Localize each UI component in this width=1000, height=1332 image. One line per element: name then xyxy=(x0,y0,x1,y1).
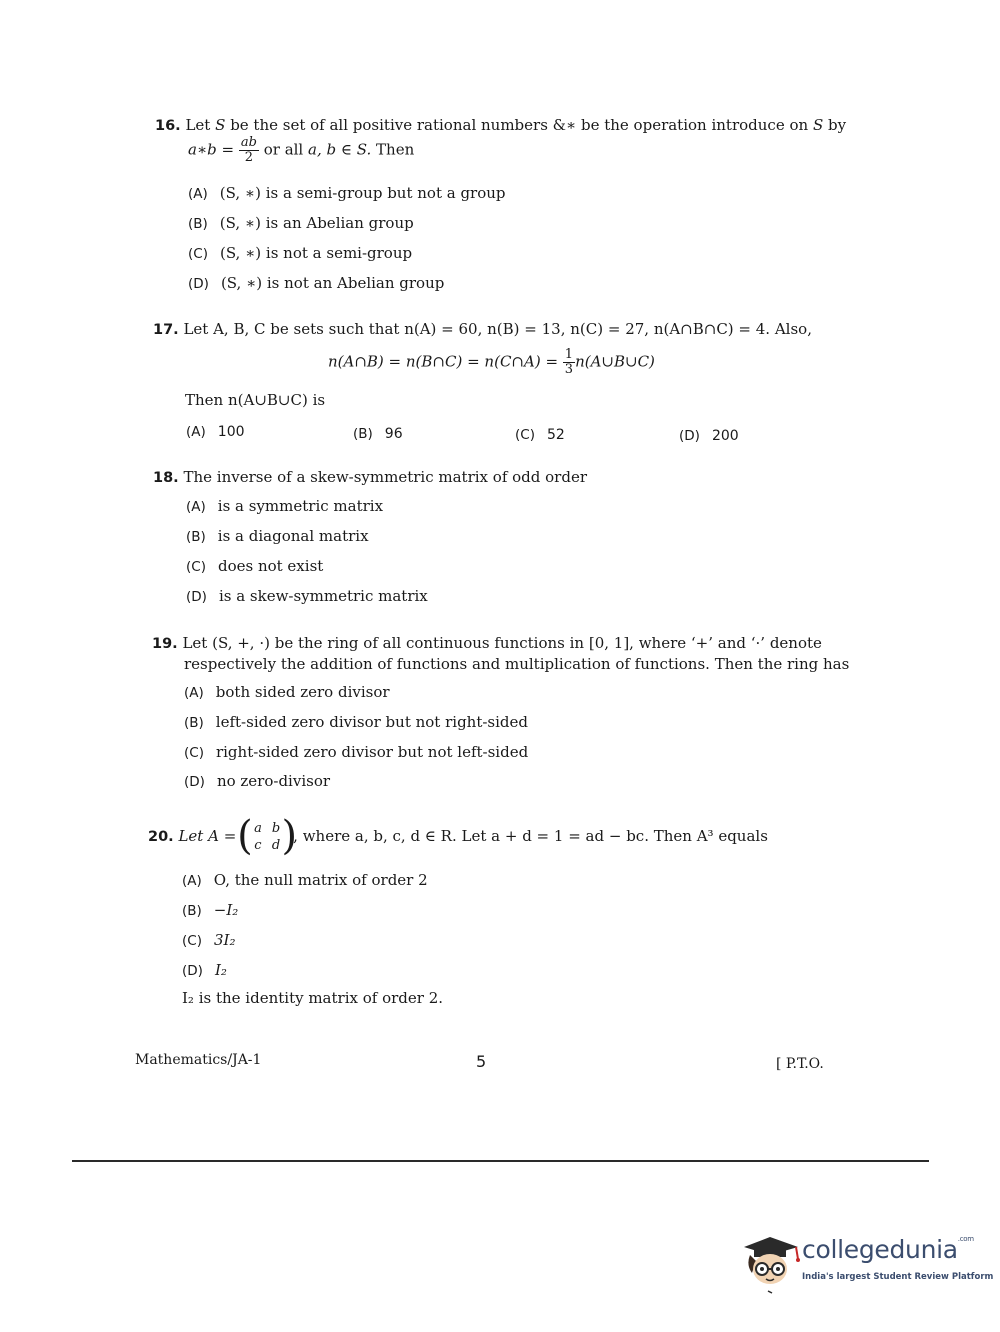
option-text: (S, ∗) is not a semi-group xyxy=(219,244,413,262)
option-label: (D) xyxy=(186,589,207,605)
question-17-equation xyxy=(328,348,655,377)
option-label: (A) xyxy=(188,186,208,202)
logo-name: collegedunia xyxy=(802,1235,958,1264)
question-20-option-b[interactable] xyxy=(182,901,238,919)
question-16-option-d[interactable] xyxy=(188,274,444,292)
definition-vars: a, b ∈ S. xyxy=(308,140,372,159)
option-text: is a skew-symmetric matrix xyxy=(218,587,428,605)
matrix-a xyxy=(237,813,298,859)
matrix-cell: b xyxy=(271,821,281,836)
option-label: (A) xyxy=(182,873,202,889)
option-text: 52 xyxy=(546,427,565,443)
stem-text: Let A, B, C be sets such that n(A) = 60, n(B) = 13, n(C) = 27, n(A∩B∩C) = 4. Also, xyxy=(183,320,812,338)
question-number: 20. xyxy=(148,829,174,845)
option-label: (A) xyxy=(184,685,204,701)
option-text: 100 xyxy=(217,424,245,440)
option-label: (D) xyxy=(188,276,209,292)
equation-rhs: n(A∪B∪C) xyxy=(575,352,655,371)
question-number: 17. xyxy=(153,322,179,338)
option-text: −I₂ xyxy=(213,901,239,919)
question-18-stem xyxy=(153,468,587,486)
question-18-option-c[interactable] xyxy=(186,557,323,575)
option-text: (S, ∗) is not an Abelian group xyxy=(220,274,445,292)
option-label: (B) xyxy=(182,903,202,919)
option-text: is a diagonal matrix xyxy=(217,527,369,545)
option-label: (B) xyxy=(186,529,206,545)
mascot-icon xyxy=(740,1225,804,1295)
fraction-numerator: ab xyxy=(240,135,257,150)
left-paren: ( xyxy=(237,813,253,859)
option-label: (C) xyxy=(515,427,535,443)
option-text: O, the null matrix of order 2 xyxy=(213,871,428,889)
definition-lhs: a∗b = xyxy=(188,140,235,159)
question-19-option-b[interactable] xyxy=(184,713,528,731)
question-17-option-c[interactable] xyxy=(515,425,565,443)
logo-suffix: .com xyxy=(957,1235,974,1243)
equation-lhs: n(A∩B) = n(B∩C) = n(C∩A) = xyxy=(328,352,559,371)
question-16-option-c[interactable] xyxy=(188,244,412,262)
option-label: (D) xyxy=(184,774,205,790)
question-19-option-d[interactable] xyxy=(184,772,330,790)
question-number: 18. xyxy=(153,470,179,486)
fraction-numerator: 1 xyxy=(564,347,574,362)
matrix-cell: c xyxy=(254,838,262,853)
collegedunia-logo xyxy=(740,1225,994,1295)
question-20-stem xyxy=(148,813,768,859)
question-20-note: I₂ is the identity matrix of order 2. xyxy=(182,989,444,1007)
option-text: I₂ xyxy=(214,961,227,979)
question-20-option-a[interactable] xyxy=(182,871,428,889)
question-17-option-d[interactable] xyxy=(679,426,739,444)
stem-text: Let xyxy=(185,116,211,134)
stem-text: Let A = xyxy=(178,827,237,845)
option-text: no zero-divisor xyxy=(216,772,331,790)
stem-text: The inverse of a skew-symmetric matrix of odd order xyxy=(183,468,587,486)
option-text: 96 xyxy=(384,426,403,442)
question-19-option-a[interactable] xyxy=(184,683,390,701)
question-16-stem xyxy=(155,116,846,134)
option-text: (S, ∗) is an Abelian group xyxy=(219,214,414,232)
question-19-stem-line1 xyxy=(152,634,822,652)
question-18-option-a[interactable] xyxy=(186,497,383,515)
footer-pto: [ P.T.O. xyxy=(776,1056,824,1072)
option-label: (B) xyxy=(353,426,373,442)
fraction xyxy=(239,136,259,165)
option-label: (C) xyxy=(186,559,206,575)
logo-wordmark xyxy=(802,1235,974,1264)
question-19-option-c[interactable] xyxy=(184,743,528,761)
question-number: 16. xyxy=(155,118,181,134)
right-paren: ) xyxy=(281,813,298,859)
option-text: right-sided zero divisor but not left-sided xyxy=(215,743,529,761)
question-17-option-b[interactable] xyxy=(353,424,403,442)
footer-page-number: 5 xyxy=(476,1052,487,1071)
question-20-option-c[interactable] xyxy=(182,931,235,949)
option-text: 3I₂ xyxy=(213,931,236,949)
fraction-denominator: 3 xyxy=(564,362,574,377)
question-17-stem xyxy=(153,320,812,338)
matrix-table xyxy=(249,820,285,854)
footer-subject: Mathematics/JA-1 xyxy=(135,1052,262,1068)
option-text: left-sided zero divisor but not right-sided xyxy=(215,713,528,731)
fraction xyxy=(563,348,575,377)
question-16-option-b[interactable] xyxy=(188,214,414,232)
footer-divider xyxy=(72,1160,929,1162)
definition-text: or all xyxy=(263,140,304,159)
matrix-cell: d xyxy=(271,838,281,853)
question-16-definition xyxy=(188,136,414,165)
option-label: (C) xyxy=(184,745,204,761)
option-label: (C) xyxy=(188,246,208,262)
option-label: (D) xyxy=(182,963,203,979)
question-16-option-a[interactable] xyxy=(188,184,506,202)
question-number: 19. xyxy=(152,636,178,652)
option-label: (A) xyxy=(186,424,206,440)
option-label: (C) xyxy=(182,933,202,949)
matrix-cell: a xyxy=(254,821,262,836)
stem-text: , where a, b, c, d ∈ R. Let a + d = 1 = ad − bc. Then A³ equals xyxy=(293,827,768,845)
question-17-option-a[interactable] xyxy=(186,422,245,440)
stem-text: Let (S, +, ·) be the ring of all continuous functions in [0, 1], where ‘+’ and ‘·’ denote xyxy=(182,634,822,652)
stem-var: S xyxy=(215,116,226,134)
question-17-then: Then n(A∪B∪C) is xyxy=(185,391,326,409)
option-label: (B) xyxy=(188,216,208,232)
option-text: 200 xyxy=(711,428,739,444)
option-label: (B) xyxy=(184,715,204,731)
stem-text: be the set of all positive rational numbers &∗ be the operation introduce on xyxy=(230,116,809,134)
question-18-option-b[interactable] xyxy=(186,527,369,545)
option-label: (A) xyxy=(186,499,206,515)
option-label: (D) xyxy=(679,428,700,444)
logo-tagline: India's largest Student Review Platform xyxy=(802,1272,994,1282)
stem-var: S xyxy=(812,116,824,134)
option-text: both sided zero divisor xyxy=(215,683,390,701)
question-19-stem-line2: respectively the addition of functions and multiplication of functions. Then the ring has xyxy=(184,655,850,673)
question-20-option-d[interactable] xyxy=(182,961,227,979)
option-text: does not exist xyxy=(217,557,324,575)
fraction-denominator: 2 xyxy=(244,150,254,165)
stem-text: by xyxy=(828,116,847,134)
option-text: is a symmetric matrix xyxy=(217,497,384,515)
definition-text: Then xyxy=(376,140,415,159)
question-18-option-d[interactable] xyxy=(186,587,428,605)
option-text: (S, ∗) is a semi-group but not a group xyxy=(219,184,506,202)
